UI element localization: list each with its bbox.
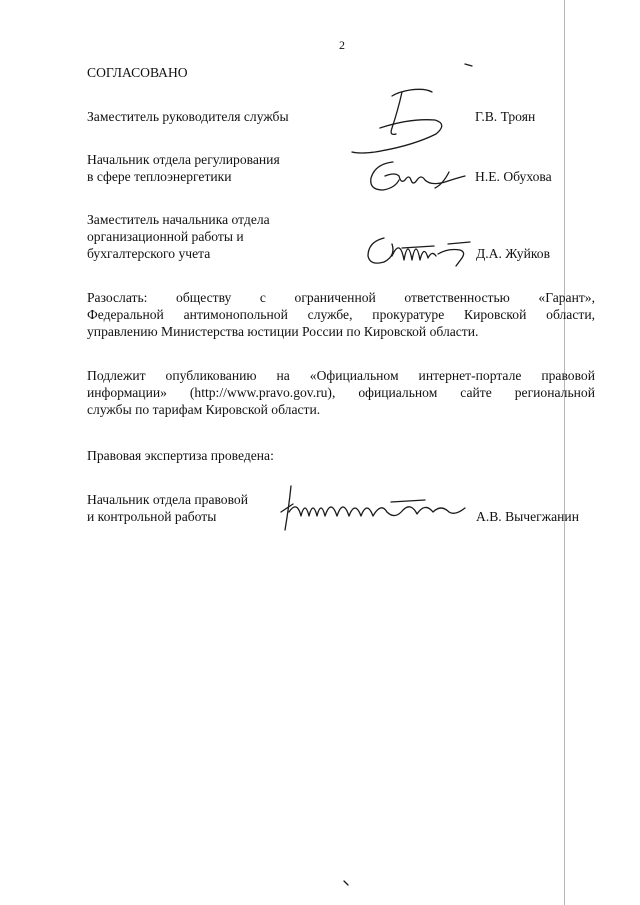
publication-line-2: информации» (http://www.pravo.gov.ru), официальном сайте региональной: [87, 385, 595, 400]
approval-2-name: Н.Е. Обухова: [475, 169, 552, 184]
legal-signatory-title-line-2: и контрольной работы: [87, 509, 217, 524]
scan-speck: [340, 876, 354, 890]
signature-zhuykov: [362, 230, 477, 275]
signature-obukhova: [365, 150, 475, 200]
approval-1-name: Г.В. Троян: [475, 109, 536, 124]
legal-signatory-name: А.В. Вычегжанин: [476, 509, 579, 524]
legal-signatory-title-line-1: Начальник отдела правовой: [87, 492, 249, 507]
signature-troyan: [340, 62, 480, 162]
approval-2-title-line-1: Начальник отдела регулирования: [87, 152, 280, 167]
legal-review-note: Правовая экспертиза проведена:: [87, 448, 274, 463]
approval-1-title: Заместитель руководителя службы: [87, 109, 289, 124]
scan-edge-line: [564, 0, 565, 905]
distribution-line-2: Федеральной антимонопольной службе, прокуратуре Кировской области,: [87, 307, 595, 322]
approval-3-title-line-3: бухгалтерского учета: [87, 246, 211, 261]
approval-3-name: Д.А. Жуйков: [476, 246, 551, 261]
distribution-line-1: Разослать: обществу с ограниченной ответственностью «Гарант»,: [87, 290, 595, 305]
publication-line-1: Подлежит опубликованию на «Официальном интернет-портале правовой: [87, 368, 595, 383]
approval-2-title-line-2: в сфере теплоэнергетики: [87, 169, 232, 184]
publication-line-3: службы по тарифам Кировской области.: [87, 402, 321, 417]
approval-heading: СОГЛАСОВАНО: [87, 65, 188, 80]
approval-3-title-line-2: организационной работы и: [87, 229, 244, 244]
page-number: 2: [339, 38, 345, 52]
approval-3-title-line-1: Заместитель начальника отдела: [87, 212, 270, 227]
distribution-line-3: управлению Министерства юстиции России по Кировской области.: [87, 324, 479, 339]
signature-vychegzhanin: [275, 482, 470, 537]
